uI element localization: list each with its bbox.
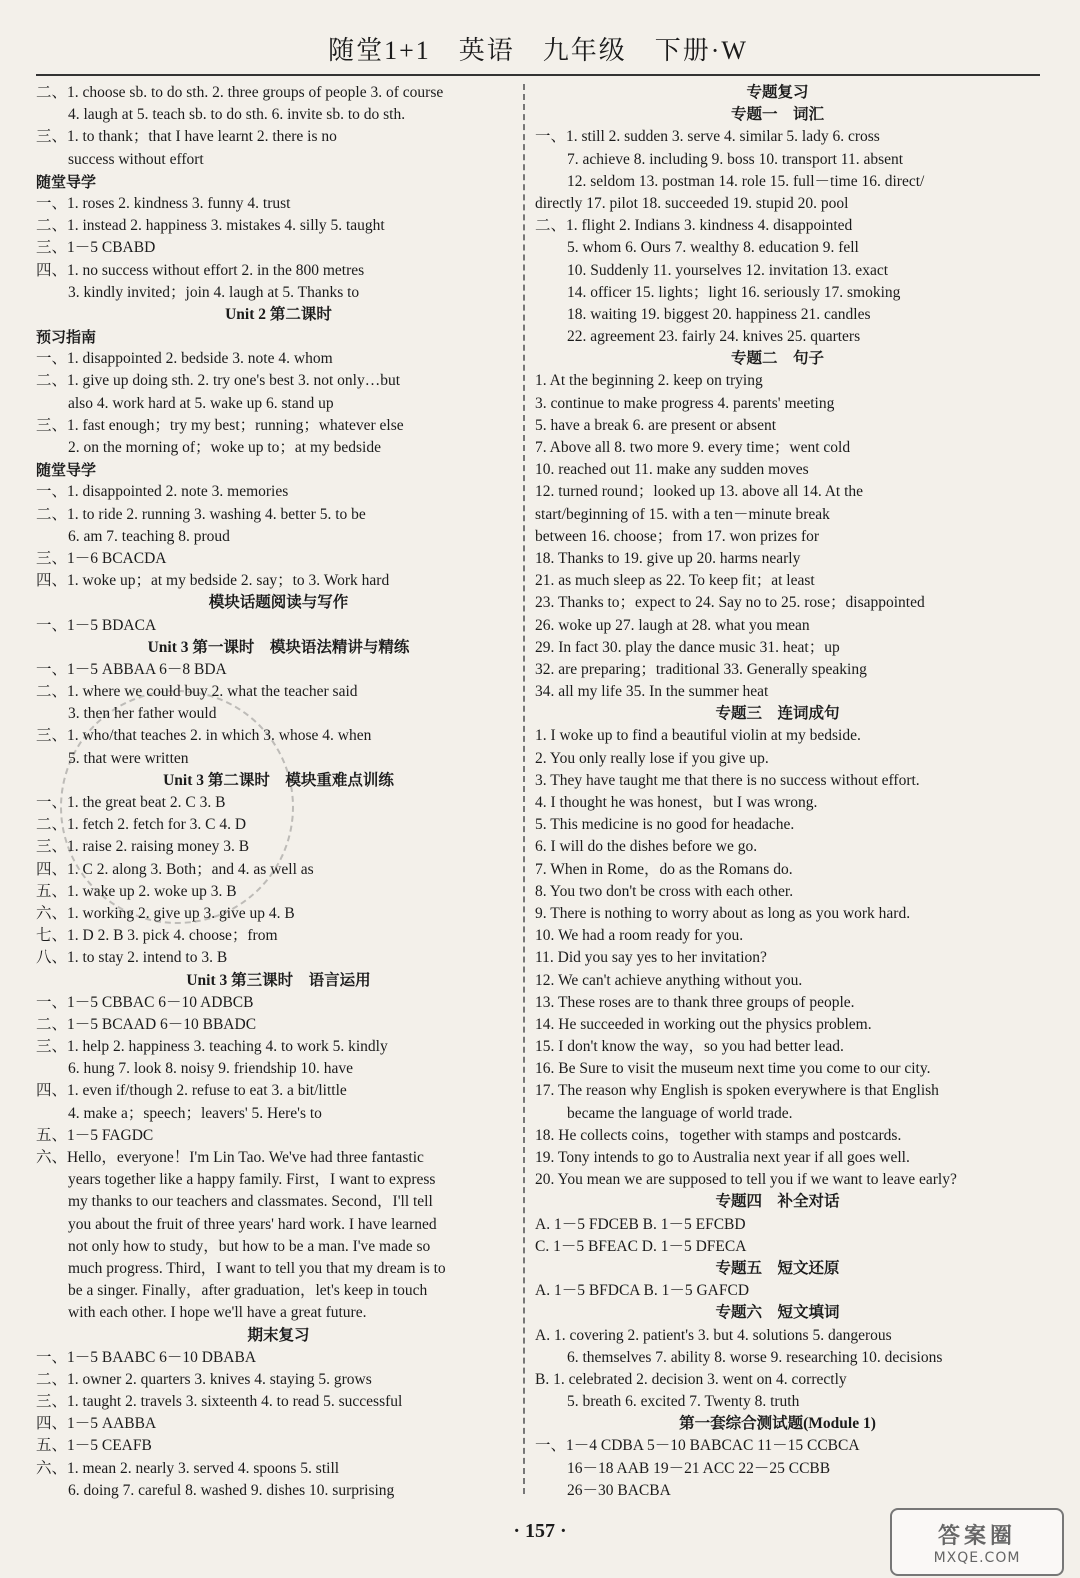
watermark-url: MXQE.COM: [933, 1549, 1021, 1566]
answer-line: 二、1. fetch 2. fetch for 3. C 4. D: [36, 816, 247, 834]
answer-line: 32. are preparing；traditional 33. Generally speaking: [535, 660, 867, 678]
answer-line: 5. that were written: [68, 749, 189, 767]
answer-line: 4. make a；speech；leavers' 5. Here's to: [68, 1104, 322, 1122]
answer-line: 26. woke up 27. laugh at 28. what you mean: [535, 616, 810, 634]
answer-line: 7. When in Rome，do as the Romans do.: [535, 860, 793, 878]
answer-line: with each other. I hope we'll have a great future.: [68, 1304, 367, 1322]
answer-line: 18. He collects coins，together with stamps and postcards.: [535, 1126, 902, 1144]
answer-line: 10. We had a room ready for you.: [535, 927, 744, 945]
section-heading: 专题二 句子: [730, 350, 824, 368]
left-column: [36, 82, 521, 1502]
answer-line: 14. He succeeded in working out the physics problem.: [535, 1015, 872, 1033]
answer-line: 9. There is nothing to worry about as long as you work hard.: [535, 904, 911, 922]
section-heading: Unit 3 第一课时 模块语法精讲与精练: [147, 638, 410, 656]
right-column: [535, 82, 1020, 1502]
answer-line: 15. I don't know the way，so you had better lead.: [535, 1038, 844, 1056]
answer-line: 八、1. to stay 2. intend to 3. B: [36, 949, 228, 967]
section-heading: 专题四 补全对话: [715, 1193, 840, 1211]
answer-line: 6. I will do the dishes before we go.: [535, 838, 758, 856]
answer-line: B. 1. celebrated 2. decision 3. went on 4. correctly: [535, 1370, 847, 1388]
answer-line: success without effort: [68, 150, 204, 168]
answer-line: 5. have a break 6. are present or absent: [535, 416, 776, 434]
answer-line: 一、1－5 ABBAA 6－8 BDA: [36, 660, 227, 678]
answer-line: 26－30 BACBA: [567, 1481, 671, 1499]
answer-line: be a singer. Finally，after graduation，let's keep in touch: [68, 1282, 428, 1300]
section-heading: 模块话题阅读与写作: [208, 594, 349, 612]
answer-line: not only how to study，but how to be a man. I've made so: [68, 1237, 431, 1255]
answer-line: 四、1. no success without effort 2. in the 800 metres: [36, 261, 365, 279]
answer-line: 12. seldom 13. postman 14. role 15. full－time 16. direct/: [567, 172, 925, 190]
page-header: [36, 18, 1040, 76]
answer-line: 16. Be Sure to visit the museum next time you come to our city.: [535, 1060, 931, 1078]
answer-line: 二、1. choose sb. to do sth. 2. three groups of people 3. of course: [36, 84, 444, 101]
answer-line: 1. At the beginning 2. keep on trying: [535, 372, 763, 390]
answer-line: 7. Above all 8. two more 9. every time；went cold: [535, 439, 851, 456]
answer-line: 22. agreement 23. fairly 24. knives 25. quarters: [567, 328, 861, 346]
answer-line: 34. all my life 35. In the summer heat: [535, 683, 769, 701]
section-heading: 专题复习: [746, 84, 809, 101]
answer-line: 一、1. the great beat 2. C 3. B: [36, 794, 226, 811]
header-title: 随堂1+1 英语 九年级 下册·W: [328, 36, 748, 65]
answer-line: 四、1. even if/though 2. refuse to eat 3. a bit/little: [36, 1082, 347, 1100]
answer-line: 二、1. owner 2. quarters 3. knives 4. staying 5. grows: [36, 1370, 372, 1388]
site-watermark: [890, 1508, 1064, 1576]
section-heading: Unit 3 第三课时 语言运用: [186, 971, 371, 989]
answer-line: 三、1－5 CBABD: [36, 239, 156, 257]
answer-line: much progress. Third，I want to tell you that my dream is to: [68, 1259, 446, 1277]
answer-line: 二、1. instead 2. happiness 3. mistakes 4. silly 5. taught: [36, 217, 385, 235]
answer-line: 一、1. disappointed 2. note 3. memories: [36, 483, 289, 501]
answer-line: 七、1. D 2. B 3. pick 4. choose；from: [36, 927, 278, 945]
answer-line: 5. whom 6. Ours 7. wealthy 8. education 9. fell: [567, 239, 859, 257]
answer-line: 16－18 AAB 19－21 ACC 22－25 CCBB: [567, 1459, 831, 1477]
answer-line: 三、1－6 BCACDA: [36, 549, 167, 567]
answer-line: 一、1－5 BDACA: [36, 616, 157, 634]
answer-line: 21. as much sleep as 22. To keep fit；at least: [535, 572, 815, 590]
answer-line: A. 1. covering 2. patient's 3. but 4. solutions 5. dangerous: [535, 1326, 892, 1344]
answer-line: you about the fruit of three years' hard work. I have learned: [68, 1215, 437, 1233]
subsection-label: 随堂导学: [36, 461, 97, 480]
answer-line: 4. I thought he was honest，but I was wrong.: [535, 794, 818, 811]
answer-line: between 16. choose；from 17. won prizes for: [535, 527, 820, 545]
answer-line: 四、1. C 2. along 3. Both；and 4. as well as: [36, 860, 314, 878]
column-divider: [523, 84, 525, 1494]
subsection-label: 随堂导学: [36, 172, 97, 191]
answer-line: 5. breath 6. excited 7. Twenty 8. truth: [567, 1393, 800, 1411]
answer-line: start/beginning of 15. with a ten－minute break: [535, 505, 830, 523]
answer-line: became the language of world trade.: [567, 1104, 793, 1122]
answer-line: 12. We can't achieve anything without you.: [535, 971, 803, 989]
answer-line: 19. Tony intends to go to Australia next year if all goes well.: [535, 1149, 910, 1166]
answer-line: my thanks to our teachers and classmates. Second，I'll tell: [68, 1193, 433, 1211]
answer-line: 一、1. disappointed 2. bedside 3. note 4. whom: [36, 350, 333, 368]
answer-line: also 4. work hard at 5. wake up 6. stand up: [68, 394, 334, 412]
answer-line: 三、1. taught 2. travels 3. sixteenth 4. to read 5. successful: [36, 1393, 403, 1411]
answer-line: 二、1. to ride 2. running 3. washing 4. better 5. to be: [36, 505, 366, 523]
answer-line: 10. Suddenly 11. yourselves 12. invitation 13. exact: [567, 261, 889, 279]
section-heading: 第一套综合测试题(Module 1): [679, 1415, 876, 1433]
answer-line: 11. Did you say yes to her invitation?: [535, 949, 767, 967]
answer-line: 6. doing 7. careful 8. washed 9. dishes 10. surprising: [68, 1481, 395, 1499]
answer-line: 一、1－5 BAABC 6－10 DBABA: [36, 1348, 257, 1366]
answer-line: 6. am 7. teaching 8. proud: [68, 527, 230, 545]
answer-line: 4. laugh at 5. teach sb. to do sth. 6. invite sb. to do sth.: [68, 106, 406, 124]
answer-line: 29. In fact 30. play the dance music 31. heat；up: [535, 638, 840, 656]
answer-line: 五、1. wake up 2. woke up 3. B: [36, 882, 237, 900]
answer-line: 一、1. still 2. sudden 3. serve 4. similar 5. lady 6. cross: [535, 128, 880, 146]
answer-line: 3. kindly invited；join 4. laugh at 5. Thanks to: [68, 283, 360, 301]
answer-line: 12. turned round；looked up 13. above all 14. At the: [535, 483, 864, 501]
answer-line: 三、1. help 2. happiness 3. teaching 4. to work 5. kindly: [36, 1038, 388, 1056]
answer-line: 四、1－5 AABBA: [36, 1415, 157, 1433]
answer-line: 2. on the morning of；woke up to；at my bedside: [68, 439, 381, 456]
answer-line: 17. The reason why English is spoken everywhere is that English: [535, 1082, 939, 1100]
page-number: · 157 ·: [513, 1520, 567, 1542]
answer-line: 二、1－5 BCAAD 6－10 BBADC: [36, 1015, 257, 1033]
answer-line: 三、1. who/that teaches 2. in which 3. whose 4. when: [36, 727, 372, 745]
answer-line: 3. continue to make progress 4. parents' meeting: [535, 394, 835, 412]
section-heading: 专题一 词汇: [730, 106, 824, 124]
answer-line: 六、Hello，everyone！I'm Lin Tao. We've had three fantastic: [36, 1149, 424, 1166]
watermark-logo-text: 答案圈: [937, 1523, 1016, 1549]
answer-line: 8. You two don't be cross with each other.: [535, 882, 794, 900]
answer-line: 18. waiting 19. biggest 20. happiness 21. candles: [567, 305, 871, 323]
answer-line: 1. I woke up to find a beautiful violin at my bedside.: [535, 727, 861, 745]
answer-line: 18. Thanks to 19. give up 20. harms nearly: [535, 549, 801, 567]
answer-line: 六、1. mean 2. nearly 3. served 4. spoons 5. still: [36, 1459, 340, 1477]
answer-line: 23. Thanks to；expect to 24. Say no to 25. rose；disappointed: [535, 594, 925, 612]
subsection-label: 预习指南: [36, 328, 97, 347]
answer-line: 一、1. roses 2. kindness 3. funny 4. trust: [36, 194, 291, 212]
answer-line: directly 17. pilot 18. succeeded 19. stupid 20. pool: [535, 194, 849, 212]
answer-line: 三、1. to thank；that I have learnt 2. there is no: [36, 128, 337, 146]
answer-line: 10. reached out 11. make any sudden moves: [535, 461, 809, 479]
section-heading: Unit 3 第二课时 模块重难点训练: [163, 771, 394, 789]
answer-line: 五、1－5 CEAFB: [36, 1437, 152, 1455]
answer-line: 一、1－5 CBBAC 6－10 ADBCB: [36, 993, 254, 1011]
answer-line: 六、1. working 2. give up 3. give up 4. B: [36, 904, 295, 922]
answer-line: 二、1. give up doing sth. 2. try one's best 3. not only…but: [36, 372, 401, 390]
answer-line: A. 1－5 BFDCA B. 1－5 GAFCD: [535, 1282, 750, 1300]
answer-line: 5. This medicine is no good for headache.: [535, 816, 795, 834]
answer-line: 6. hung 7. look 8. noisy 9. friendship 10. have: [68, 1060, 354, 1078]
answer-line: C. 1－5 BFEAC D. 1－5 DFECA: [535, 1237, 747, 1255]
answer-line: 二、1. where we could buy 2. what the teacher said: [36, 683, 358, 701]
answer-line: 五、1－5 FAGDC: [36, 1126, 154, 1144]
answer-line: 三、1. raise 2. raising money 3. B: [36, 838, 250, 856]
answer-line: 20. You mean we are supposed to tell you if we want to leave early?: [535, 1171, 957, 1189]
answer-line: 14. officer 15. lights；light 16. seriously 17. smoking: [567, 283, 901, 301]
answer-line: 二、1. flight 2. Indians 3. kindness 4. disappointed: [535, 217, 853, 235]
answer-line: 四、1. woke up；at my bedside 2. say；to 3. Work hard: [36, 572, 390, 590]
answer-line: years together like a happy family. First，I want to express: [68, 1171, 436, 1189]
section-heading: 专题六 短文填词: [715, 1304, 840, 1322]
answer-line: 7. achieve 8. including 9. boss 10. transport 11. absent: [567, 150, 904, 168]
answer-line: 3. then her father would: [68, 705, 217, 723]
answer-line: 一、1－4 CDBA 5－10 BABCAC 11－15 CCBCA: [535, 1437, 860, 1455]
section-heading: 期末复习: [247, 1326, 310, 1344]
answer-line: 三、1. fast enough；try my best；running；whatever else: [36, 416, 404, 434]
answer-line: 13. These roses are to thank three groups of people.: [535, 993, 855, 1011]
answer-line: 2. You only really lose if you give up.: [535, 749, 769, 767]
section-heading: 专题五 短文还原: [715, 1259, 840, 1277]
section-heading: Unit 2 第二课时: [225, 305, 332, 323]
section-heading: 专题三 连词成句: [715, 705, 840, 723]
answer-line: 6. themselves 7. ability 8. worse 9. researching 10. decisions: [567, 1348, 943, 1366]
answer-line: A. 1－5 FDCEB B. 1－5 EFCBD: [535, 1215, 746, 1233]
answer-line: 3. They have taught me that there is no success without effort.: [535, 771, 920, 789]
